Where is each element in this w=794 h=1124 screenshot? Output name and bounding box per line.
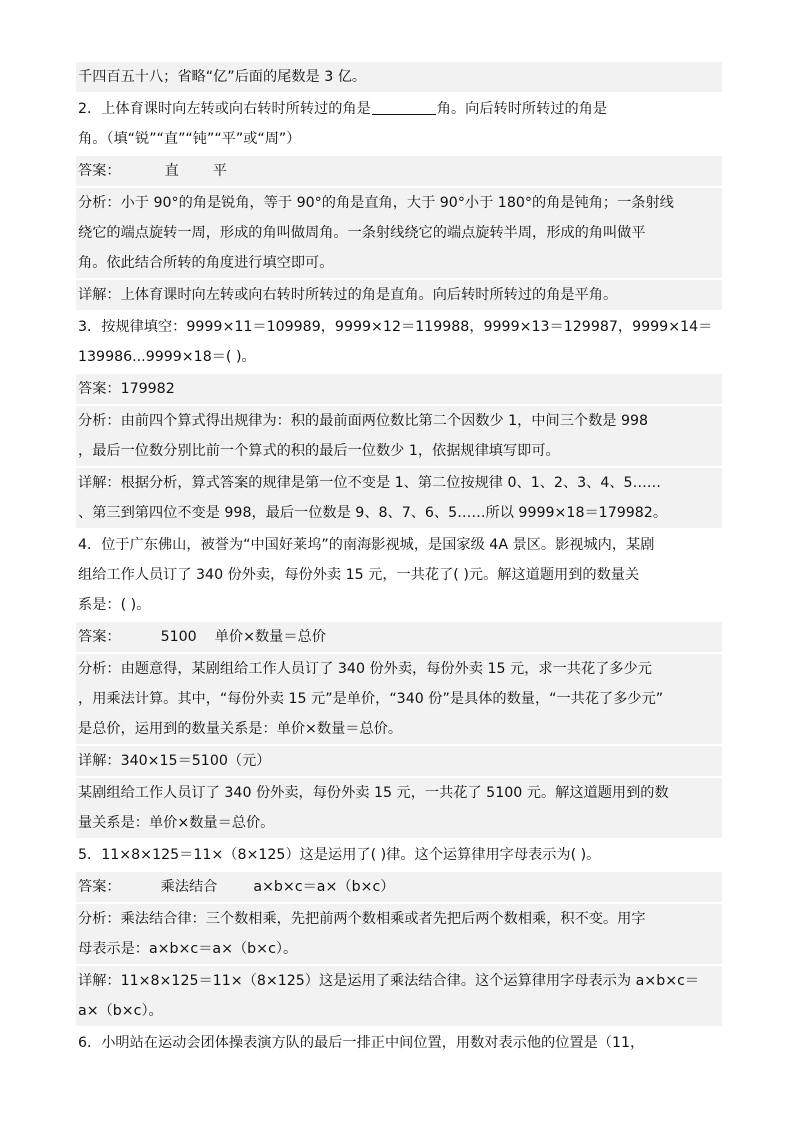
analysis-line: ，用乘法计算。其中，“每份外卖 15 元”是单价，“340 份”是具体的数量，“一共花了多少元”	[76, 684, 722, 714]
answer-value: 乘法结合	[160, 879, 218, 895]
answer-line	[76, 872, 722, 902]
question-text: 2．上体育课时向左转或向右转时所转过的角是	[78, 101, 371, 117]
answer-value: 单价×数量＝总价	[214, 629, 326, 645]
question-4-line: 系是：( )。	[78, 597, 151, 613]
question-3-line: 3．按规律填空：9999×11＝109989，9999×12＝119988，9999×13＝129987，9999×14＝	[78, 319, 713, 335]
question-2-line	[76, 94, 722, 124]
solution-line: a×（b×c）。	[76, 996, 722, 1026]
analysis-line: 分析：由题意得，某剧组给工作人员订了 340 份外卖，每份外卖 15 元，求一共花了多少元	[76, 654, 722, 684]
solution-line: 详解：上体育课时向左转或向右转时所转过的角是直角。向后转时所转过的角是平角。	[76, 280, 722, 310]
answer-line	[76, 156, 722, 186]
text-line: 千四百五十八；省略“亿”后面的尾数是 3 亿。	[76, 62, 722, 92]
answer-line	[76, 622, 722, 652]
answer-value: 5100	[160, 629, 197, 645]
text-line: 角。（填“锐”“直”“钝”“平”或“周”）	[78, 131, 301, 147]
question-5-line: 5．11×8×125＝11×（8×125）这是运用了( )律。这个运算律用字母表示为( )。	[78, 847, 601, 863]
analysis-line: 母表示是：a×b×c＝a×（b×c）。	[76, 934, 722, 964]
question-4-line: 组给工作人员订了 340 份外卖，每份外卖 15 元，一共花了( )元。解这道题用到的数量关	[78, 567, 640, 583]
analysis-line: 绕它的端点旋转一周，形成的角叫做周角。一条射线绕它的端点旋转半周，形成的角叫做平	[76, 218, 722, 248]
analysis-line: 分析：由前四个算式得出规律为：积的最前面两位数比第二个因数少 1，中间三个数是 998	[76, 406, 722, 436]
answer-value: a×b×c＝a×（b×c）	[253, 879, 395, 895]
answer-value: 平	[212, 163, 227, 179]
answer-label: 答案：	[78, 629, 121, 645]
solution-line: 详解：11×8×125＝11×（8×125）这是运用了乘法结合律。这个运算律用字母表示为 a×b×c＝	[76, 966, 722, 996]
answer-label: 答案：	[78, 879, 121, 895]
analysis-line: 分析：小于 90°的角是锐角，等于 90°的角是直角，大于 90°小于 180°的角是钝角；一条射线	[76, 188, 722, 218]
analysis-line: 角。依此结合所转的角度进行填空即可。	[76, 248, 722, 278]
answer-label: 答案：	[78, 163, 121, 179]
analysis-line: 分析：乘法结合律：三个数相乘，先把前两个数相乘或者先把后两个数相乘，积不变。用字	[76, 904, 722, 934]
question-4-line: 4．位于广东佛山，被誉为“中国好莱坞”的南海影视城，是国家级 4A 景区。影视城内，某剧	[78, 537, 655, 553]
solution-line: 某剧组给工作人员订了 340 份外卖，每份外卖 15 元，一共花了 5100 元。解这道题用到的数	[76, 778, 722, 808]
question-6-line: 6．小明站在运动会团体操表演方队的最后一排正中间位置，用数对表示他的位置是（11，	[78, 1035, 645, 1051]
analysis-line: 是总价，运用到的数量关系是：单价×数量＝总价。	[76, 714, 722, 744]
question-3-line: 139986...9999×18＝( )。	[78, 349, 256, 365]
answer-blank	[372, 98, 436, 115]
solution-line: 量关系是：单价×数量＝总价。	[76, 808, 722, 838]
solution-line: 、第三到第四位不变是 998，最后一位数是 9、8、7、6、5……所以 9999×18＝179982。	[76, 498, 722, 528]
answer-line: 答案：179982	[76, 374, 722, 404]
analysis-line: ，最后一位数分别比前一个算式的积的最后一位数少 1，依据规律填写即可。	[76, 436, 722, 466]
solution-line: 详解：340×15＝5100（元）	[76, 746, 722, 776]
answer-value: 直	[164, 163, 179, 179]
question-text: 角。向后转时所转过的角是	[436, 101, 608, 117]
solution-line: 详解：根据分析，算式答案的规律是第一位不变是 1、第二位按规律 0、1、2、3、4、5……	[76, 468, 722, 498]
